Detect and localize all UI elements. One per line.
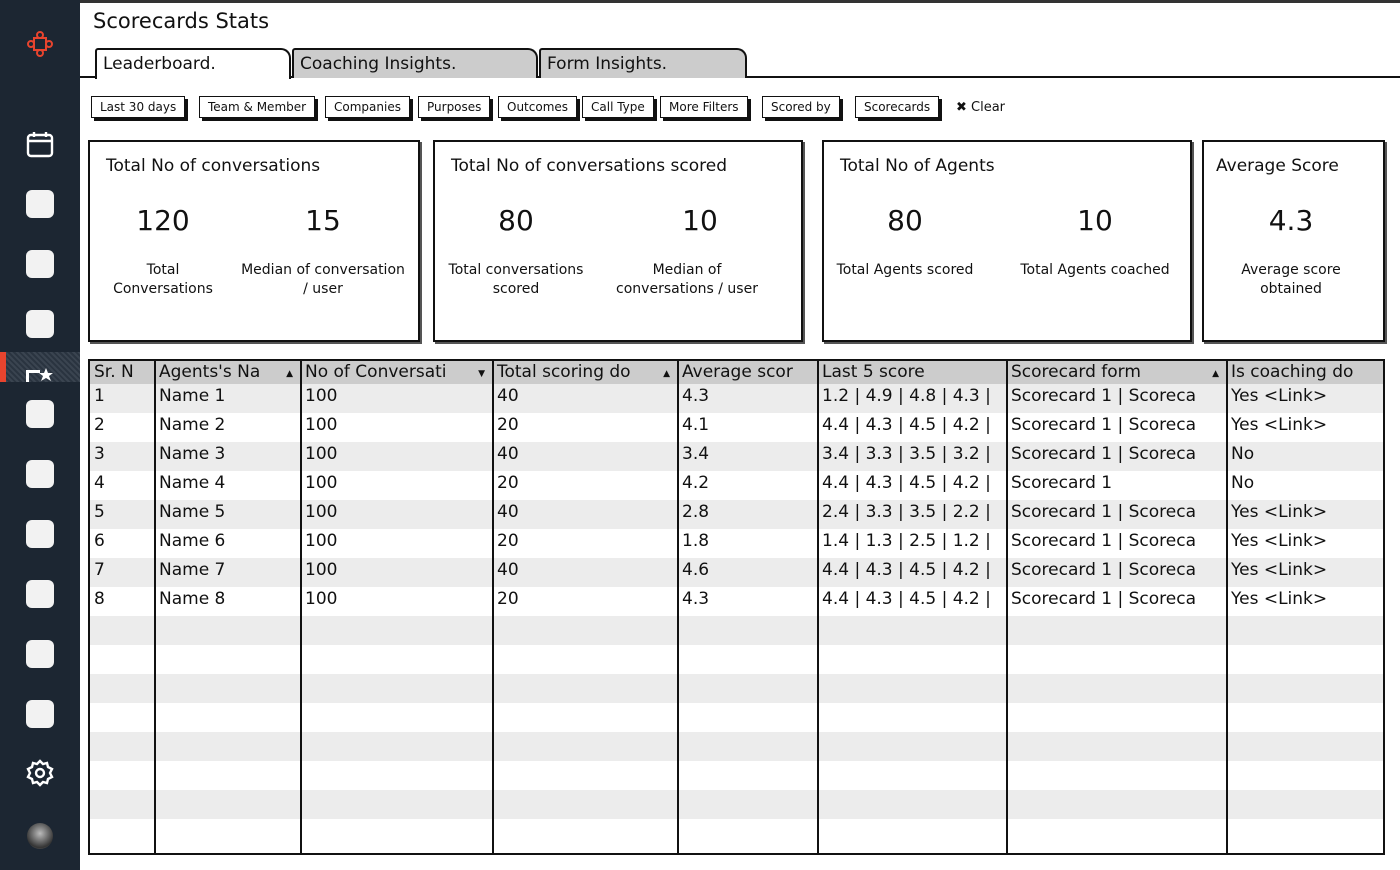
- leaderboard-table: [88, 359, 1385, 855]
- table-row[interactable]: [90, 471, 1385, 500]
- table-cell: 20: [497, 589, 519, 609]
- table-cell: 4.4 | 4.3 | 4.5 | 4.2 |: [822, 473, 991, 493]
- table-cell[interactable]: Yes <Link>: [1231, 415, 1328, 435]
- table-cell: Name 8: [159, 589, 226, 609]
- column-divider: [817, 361, 819, 853]
- logo-icon[interactable]: [26, 30, 54, 58]
- card-total-conversations: [88, 140, 420, 342]
- filter-date-range[interactable]: Last 30 days: [91, 96, 185, 118]
- table-cell: 4.4 | 4.3 | 4.5 | 4.2 |: [822, 560, 991, 580]
- table-cell: 100: [305, 560, 338, 580]
- nav-item[interactable]: [26, 460, 54, 488]
- stat-label: Average score obtained: [1241, 262, 1341, 297]
- stat-value: 80: [887, 204, 923, 237]
- stat-value: 10: [1077, 204, 1113, 237]
- filter-team-member[interactable]: Team & Member: [199, 96, 315, 118]
- table-cell: 1.8: [682, 531, 710, 551]
- table-cell: 6: [94, 531, 105, 551]
- table-row[interactable]: [90, 558, 1385, 587]
- filter-purposes[interactable]: Purposes: [418, 96, 490, 118]
- stat-label: Total Agents scored: [836, 262, 974, 278]
- filter-scored-by[interactable]: Scored by: [762, 96, 840, 118]
- nav-item-scorecards-active[interactable]: [0, 352, 80, 382]
- table-cell: Scorecard 1: [1011, 473, 1113, 493]
- table-cell: Scorecard 1 | Scoreca: [1011, 531, 1196, 551]
- table-cell: 100: [305, 444, 338, 464]
- table-cell: 1.2 | 4.9 | 4.8 | 4.3 |: [822, 386, 991, 406]
- table-cell: No: [1231, 473, 1255, 493]
- table-cell: 3: [94, 444, 105, 464]
- table-cell: 100: [305, 415, 338, 435]
- table-cell: 1.4 | 1.3 | 2.5 | 1.2 |: [822, 531, 991, 551]
- page-title: Scorecards Stats: [93, 9, 270, 33]
- table-cell: 4.4 | 4.3 | 4.5 | 4.2 |: [822, 589, 991, 609]
- stat-value: 4.3: [1268, 204, 1314, 237]
- column-header[interactable]: No of Conversati ▼: [301, 361, 493, 384]
- sort-icon[interactable]: ▼: [478, 369, 485, 379]
- table-cell[interactable]: Yes <Link>: [1231, 386, 1328, 406]
- table-cell: Scorecard 1 | Scoreca: [1011, 560, 1196, 580]
- table-cell: 40: [497, 386, 519, 406]
- tab-coaching-insights[interactable]: Coaching Insights.: [292, 48, 538, 78]
- column-divider: [300, 361, 302, 853]
- table-cell: 100: [305, 531, 338, 551]
- table-cell[interactable]: Yes <Link>: [1231, 502, 1328, 522]
- tab-leaderboard[interactable]: Leaderboard.: [95, 48, 291, 79]
- table-cell: 4: [94, 473, 105, 493]
- table-cell: 4.1: [682, 415, 710, 435]
- nav-item[interactable]: [26, 700, 54, 728]
- column-divider: [1226, 361, 1228, 853]
- column-header[interactable]: Sr. N: [94, 362, 134, 382]
- sidebar: [0, 0, 80, 870]
- table-header: [90, 361, 1385, 384]
- column-header[interactable]: Total scoring do ▲: [493, 361, 678, 384]
- table-cell: 7: [94, 560, 105, 580]
- table-row: [90, 703, 1385, 732]
- column-header[interactable]: Last 5 score: [822, 362, 925, 382]
- nav-item[interactable]: [26, 400, 54, 428]
- stat-value: 120: [136, 204, 190, 237]
- card-conversations-scored: [433, 140, 803, 342]
- sort-icon[interactable]: ▲: [663, 369, 670, 379]
- table-cell: 3.4 | 3.3 | 3.5 | 3.2 |: [822, 444, 991, 464]
- stat-value: 10: [682, 204, 718, 237]
- card-title: Total No of Agents: [840, 156, 995, 176]
- column-header[interactable]: Average scor: [682, 362, 793, 382]
- table-row[interactable]: [90, 529, 1385, 558]
- table-cell: 1: [94, 386, 105, 406]
- nav-item[interactable]: [26, 640, 54, 668]
- table-cell: Scorecard 1 | Scoreca: [1011, 589, 1196, 609]
- column-divider: [1006, 361, 1008, 853]
- table-cell[interactable]: Yes <Link>: [1231, 560, 1328, 580]
- column-header[interactable]: Agents's Na ▲: [155, 361, 301, 384]
- table-cell: 3.4: [682, 444, 710, 464]
- table-cell: 4.3: [682, 386, 710, 406]
- table-cell: Scorecard 1 | Scoreca: [1011, 386, 1196, 406]
- stat-label: Total Conversations: [113, 262, 213, 297]
- table-cell: 4.3: [682, 589, 710, 609]
- sort-icon[interactable]: ▲: [286, 369, 293, 379]
- table-cell: 100: [305, 473, 338, 493]
- table-cell: Scorecard 1 | Scoreca: [1011, 415, 1196, 435]
- table-cell: No: [1231, 444, 1255, 464]
- table-cell: 2: [94, 415, 105, 435]
- stat-label: Total Agents coached: [1020, 262, 1170, 278]
- settings-gear-icon[interactable]: [26, 759, 54, 787]
- column-header[interactable]: Scorecard form ▲: [1007, 361, 1227, 384]
- table-cell: 40: [497, 444, 519, 464]
- table-row[interactable]: [90, 384, 1385, 413]
- filter-outcomes[interactable]: Outcomes: [498, 96, 577, 118]
- nav-item[interactable]: [26, 310, 54, 338]
- table-cell: Name 5: [159, 502, 226, 522]
- table-cell: 2.8: [682, 502, 710, 522]
- table-cell: 5: [94, 502, 105, 522]
- stat-label: Median of conversations / user: [616, 262, 758, 297]
- user-avatar[interactable]: [27, 823, 53, 849]
- tab-form-insights[interactable]: Form Insights.: [539, 48, 747, 78]
- table-cell: Name 2: [159, 415, 226, 435]
- table-cell: Scorecard 1 | Scoreca: [1011, 502, 1196, 522]
- card-title: Total No of conversations scored: [451, 156, 728, 176]
- card-total-agents: [822, 140, 1192, 342]
- table-cell: 100: [305, 386, 338, 406]
- nav-item[interactable]: [26, 250, 54, 278]
- table-cell: 20: [497, 473, 519, 493]
- table-row[interactable]: [90, 587, 1385, 616]
- table-cell: Scorecard 1 | Scoreca: [1011, 444, 1196, 464]
- table-cell: Name 1: [159, 386, 226, 406]
- table-cell: 4.2: [682, 473, 710, 493]
- table-row: [90, 819, 1385, 848]
- table-cell: 4.6: [682, 560, 710, 580]
- table-row: [90, 616, 1385, 645]
- nav-item[interactable]: [26, 580, 54, 608]
- nav-item[interactable]: [26, 520, 54, 548]
- table-cell: Name 4: [159, 473, 226, 493]
- table-cell: Name 6: [159, 531, 226, 551]
- column-header[interactable]: Is coaching do: [1231, 362, 1354, 382]
- clear-filters-button[interactable]: ✖ Clear: [956, 100, 1006, 115]
- table-row: [90, 674, 1385, 703]
- table-cell: 8: [94, 589, 105, 609]
- table-row: [90, 645, 1385, 674]
- table-row[interactable]: [90, 500, 1385, 529]
- card-title: Average Score: [1216, 156, 1339, 176]
- table-cell: 20: [497, 415, 519, 435]
- table-cell[interactable]: Yes <Link>: [1231, 531, 1328, 551]
- sort-icon[interactable]: ▲: [1212, 369, 1219, 379]
- table-cell: 40: [497, 560, 519, 580]
- column-divider: [154, 361, 156, 853]
- stat-label: Total conversations scored: [448, 262, 584, 297]
- stat-value: 15: [305, 204, 341, 237]
- table-cell: 2.4 | 3.3 | 3.5 | 2.2 |: [822, 502, 991, 522]
- stat-value: 80: [498, 204, 534, 237]
- table-row[interactable]: [90, 413, 1385, 442]
- calendar-icon[interactable]: [26, 130, 54, 158]
- table-row: [90, 732, 1385, 761]
- column-divider: [492, 361, 494, 853]
- scorecard-star-icon: [26, 368, 54, 382]
- table-cell: 100: [305, 502, 338, 522]
- table-cell[interactable]: Yes <Link>: [1231, 589, 1328, 609]
- filter-more-filters[interactable]: More Filters: [660, 96, 748, 118]
- table-cell: 4.4 | 4.3 | 4.5 | 4.2 |: [822, 415, 991, 435]
- table-cell: 40: [497, 502, 519, 522]
- table-cell: Name 3: [159, 444, 226, 464]
- table-row: [90, 790, 1385, 819]
- table-cell: 100: [305, 589, 338, 609]
- card-title: Total No of conversations: [106, 156, 321, 176]
- table-row[interactable]: [90, 442, 1385, 471]
- table-cell: 20: [497, 531, 519, 551]
- card-average-score: [1202, 140, 1385, 342]
- filter-scorecards[interactable]: Scorecards: [855, 96, 939, 118]
- filter-companies[interactable]: Companies: [325, 96, 410, 118]
- table-cell: Name 7: [159, 560, 226, 580]
- column-divider: [677, 361, 679, 853]
- stat-label: Median of conversation / user: [241, 262, 405, 297]
- nav-item[interactable]: [26, 190, 54, 218]
- table-row: [90, 761, 1385, 790]
- filter-call-type[interactable]: Call Type: [582, 96, 654, 118]
